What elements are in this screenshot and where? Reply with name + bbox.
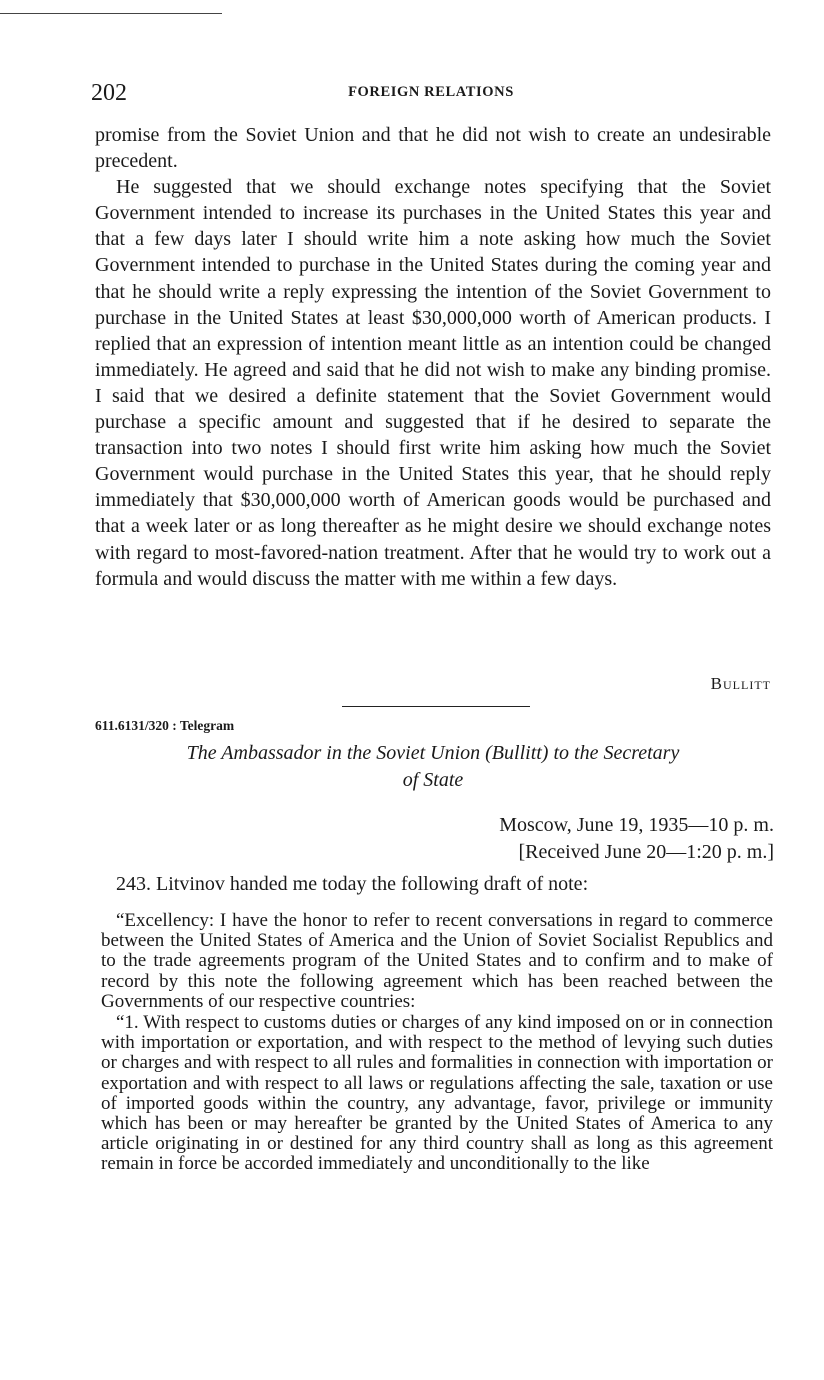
file-reference: 611.6131/320 : Telegram xyxy=(95,718,235,733)
running-title: FOREIGN RELATIONS xyxy=(348,84,514,100)
page-header xyxy=(91,80,771,110)
received-note: [Received June 20—1:20 p. m.] xyxy=(518,840,774,863)
telegram-intro: 243. Litvinov handed me today the following draft of note: xyxy=(116,873,589,895)
letter-body xyxy=(95,122,771,592)
page-number: 202 xyxy=(91,80,127,106)
body-paragraph: promise from the Soviet Union and that he did not wish to create an undesirable precedent. xyxy=(95,124,771,173)
quoted-note xyxy=(101,911,773,1175)
signature: Bullitt xyxy=(710,674,771,693)
body-paragraph: He suggested that we should exchange notes specifying that the Soviet Government intended to increase its purchases in the United States this year and that a few days later I should write him a note asking how much the Soviet Government intended to purchase in the United States during the coming year and that he should write a reply expressing the intention of the Soviet Government to purchase in the United States at least $30,000,000 worth of American products. I replied that an expression of intention meant little as an intention could be changed immediately. He agreed and said that he did not wish to make any binding promise. I said that we desired a definite statement that the Soviet Government would purchase a specific amount and suggested that if he desired to separate the transaction into two notes I should first write him asking how much the Soviet Government would purchase in the United States this year, that he should reply immediately that $30,000,000 worth of American goods would be purchased and that a week later or as long thereafter as he might desire we should exchange notes with regard to most-favored-nation treatment. After that he would try to work out a formula and would discuss the matter with me within a few days. xyxy=(95,176,771,590)
section-divider xyxy=(342,706,530,707)
place-date: Moscow, June 19, 1935—10 p. m. xyxy=(499,814,774,836)
document-title xyxy=(95,740,771,794)
document-title-line: The Ambassador in the Soviet Union (Bullitt) to the Secretary xyxy=(186,742,680,764)
dateline xyxy=(499,812,774,865)
quoted-paragraph: “1. With respect to customs duties or charges of any kind imposed on or in connection with importation or exportation, and with respect to the method of levying such duties or charges and with respect to all rules and formalities in connection with importation or exportation and with respect to all laws or regulations affecting the sale, taxation or use of imported goods within the country, any advantage, favor, privilege or immunity which has been or may hereafter be granted by the United States of America to any article originating in or destined for any third country shall as long as this agreement remain in force be accorded immediately and unconditionally to the like xyxy=(101,1012,773,1175)
quoted-paragraph: “Excellency: I have the honor to refer to recent conversations in regard to commerce between the United States of America and the Union of Soviet Socialist Republics and to the trade agreements program of the United States and to confirm and to make of record by this note the following agreement which has been reached between the Governments of our respective countries: xyxy=(101,910,773,1012)
top-edge-rule xyxy=(0,13,222,14)
document-title-line: of State xyxy=(402,769,464,791)
